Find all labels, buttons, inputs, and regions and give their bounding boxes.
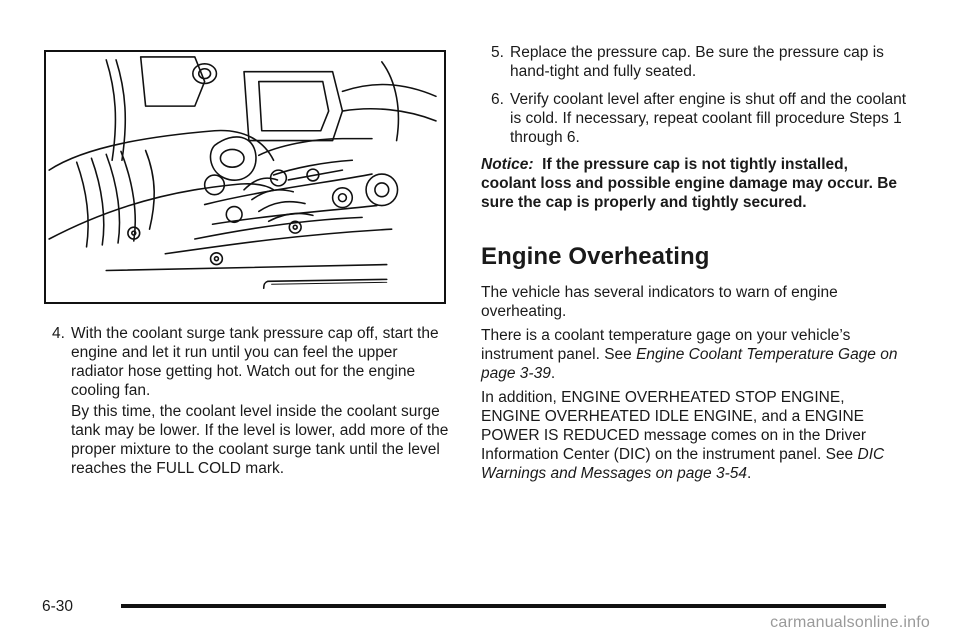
section-heading: Engine Overheating: [481, 243, 710, 270]
step-6-text: Verify coolant level after engine is shut off and the coolant is cold. If necessary, repeat coolant fill procedure Steps 1 through 6.: [510, 91, 907, 146]
dic-reference-link[interactable]: DIC Warnings and Messages on page 3-54: [481, 446, 885, 482]
paragraph-dic: [481, 388, 906, 483]
dic-lead: In addition, ENGINE OVERHEATED STOP ENGINE, ENGINE OVERHEATED IDLE ENGINE, and a ENGINE POWER IS REDUCED message comes on in the Driver Information Center (DIC) on the instrument panel. See: [481, 389, 867, 463]
paragraph-gage: [481, 326, 901, 383]
paragraph-indicators: The vehicle has several indicators to warn of engine overheating.: [481, 284, 838, 320]
gage-lead: There is a coolant temperature gage on your vehicle’s instrument panel. See: [481, 327, 851, 363]
step-4: [52, 324, 452, 400]
watermark: carmanualsonline.info: [770, 614, 930, 631]
gage-reference-link[interactable]: Engine Coolant Temperature Gage on page 3-39: [481, 346, 898, 382]
step-6-number: 6.: [491, 91, 504, 108]
footer-rule: [121, 604, 886, 608]
notice-label: Notice:: [481, 156, 534, 173]
engine-illustration: [44, 50, 446, 304]
notice: [481, 155, 906, 212]
step-5: [491, 43, 911, 81]
dic-tail: .: [746, 465, 752, 482]
step-4-number: 4.: [52, 325, 65, 342]
page-number: 6-30: [42, 598, 74, 615]
notice-text: If the pressure cap is not tightly installed, coolant loss and possible engine damage may occur. Be sure the cap is properly and tightly secured.: [481, 156, 898, 211]
step-4-text: With the coolant surge tank pressure cap off, start the engine and let it run until you can feel the upper radiator hose getting hot. Watch out for the engine cooling fan.: [71, 325, 439, 399]
gage-tail: .: [550, 365, 556, 382]
step-6: [491, 90, 911, 147]
step-5-number: 5.: [491, 44, 504, 61]
paragraph-coolant-level: By this time, the coolant level inside the coolant surge tank may be lower. If the level is lower, add more of the proper mixture to the coolant surge tank until the level reaches the FULL COLD mark.: [71, 403, 449, 477]
step-5-text: Replace the pressure cap. Be sure the pressure cap is hand-tight and fully seated.: [510, 44, 884, 80]
